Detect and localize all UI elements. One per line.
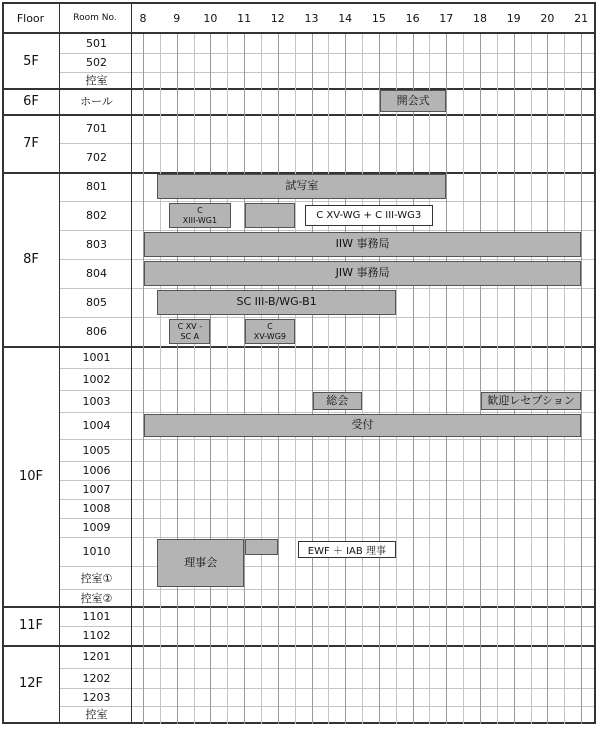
half-hour-gridline bbox=[429, 34, 430, 724]
half-hour-gridline bbox=[328, 34, 329, 724]
room-label: 805 bbox=[86, 296, 107, 309]
room-label: 控室 bbox=[85, 708, 108, 721]
hour-gridline bbox=[446, 34, 447, 724]
room-label: 1101 bbox=[82, 609, 111, 623]
event-preview-room: 試写室 bbox=[157, 174, 446, 199]
floor-label: 6F bbox=[23, 93, 39, 109]
hour-label: 14 bbox=[338, 11, 353, 25]
room-label: 1007 bbox=[82, 483, 111, 496]
room-label: 1006 bbox=[82, 464, 111, 477]
floor-label: 7F bbox=[23, 135, 39, 151]
room-label: 1008 bbox=[82, 502, 111, 515]
event-sc-iii-b: SC III-B/WG-B1 bbox=[157, 290, 395, 315]
room-label: 702 bbox=[86, 151, 107, 164]
event-c-xv-sc-a: C XV - SC A bbox=[169, 319, 210, 344]
hour-label: 13 bbox=[304, 11, 319, 25]
half-hour-gridline bbox=[194, 34, 195, 724]
room-label: 1001 bbox=[82, 350, 111, 364]
room-label: 802 bbox=[86, 209, 107, 222]
room-label: 1010 bbox=[82, 545, 111, 558]
room-label: 801 bbox=[86, 180, 107, 193]
event-board-meeting: 理事会 bbox=[157, 539, 244, 587]
floor-divider bbox=[2, 722, 596, 724]
room-label: 控室① bbox=[80, 571, 113, 585]
event-c-xv-wg9: C XV-WG9 bbox=[245, 319, 295, 344]
floor-label: 5F bbox=[23, 53, 39, 69]
half-hour-gridline bbox=[160, 34, 161, 724]
hour-label: 11 bbox=[237, 11, 252, 25]
hour-gridline bbox=[312, 34, 313, 724]
event-c-xiii-wg1: C XIII-WG1 bbox=[169, 203, 230, 228]
callout-ewf-iab-note: EWF ＋ IAB 理事 bbox=[298, 541, 396, 558]
event-c-xv-wg-block bbox=[245, 203, 295, 228]
callout-c-xv-wg-note: C XV-WG + C III-WG3 bbox=[305, 205, 433, 226]
room-label: 1004 bbox=[82, 419, 111, 432]
event-board-ext bbox=[245, 539, 278, 555]
hour-gridline bbox=[413, 34, 414, 724]
event-iiw-office: IIW 事務局 bbox=[144, 232, 581, 257]
floor-label: 8F bbox=[23, 251, 39, 267]
room-label: 806 bbox=[86, 325, 107, 338]
half-hour-gridline bbox=[463, 34, 464, 724]
room-label: 502 bbox=[86, 56, 107, 69]
room-label: ホール bbox=[80, 95, 113, 108]
hour-label: 17 bbox=[439, 11, 454, 25]
hour-gridline bbox=[514, 34, 515, 724]
room-label: 1102 bbox=[82, 629, 111, 642]
hour-label: 15 bbox=[371, 11, 386, 25]
room-label: 控室 bbox=[85, 74, 108, 87]
hour-gridline bbox=[547, 34, 548, 724]
half-hour-gridline bbox=[531, 34, 532, 724]
hour-gridline bbox=[177, 34, 178, 724]
half-hour-gridline bbox=[497, 34, 498, 724]
hour-gridline bbox=[581, 34, 582, 724]
frame-right bbox=[594, 2, 596, 724]
half-hour-gridline bbox=[564, 34, 565, 724]
half-hour-gridline bbox=[227, 34, 228, 724]
room-label: 803 bbox=[86, 238, 107, 251]
room-label: 1203 bbox=[82, 690, 111, 704]
hour-label: 16 bbox=[405, 11, 420, 25]
hour-label: 10 bbox=[203, 11, 218, 25]
event-general-assembly: 総会 bbox=[313, 392, 363, 410]
hour-gridline bbox=[345, 34, 346, 724]
floor-label: 12F bbox=[18, 676, 44, 691]
hour-label: 12 bbox=[270, 11, 285, 25]
room-label: 1002 bbox=[82, 372, 111, 386]
room-label: 1202 bbox=[82, 671, 111, 685]
room-label: 501 bbox=[86, 37, 107, 50]
header-room: Room No. bbox=[73, 13, 117, 23]
floor-label: 11F bbox=[18, 618, 44, 633]
hour-label: 21 bbox=[574, 11, 589, 25]
event-welcome-reception: 歓迎レセプション bbox=[481, 392, 581, 410]
event-jiw-office: JIW 事務局 bbox=[144, 261, 581, 286]
hour-label: 19 bbox=[506, 11, 521, 25]
hour-gridline bbox=[278, 34, 279, 724]
event-opening: 開会式 bbox=[380, 90, 446, 112]
hour-gridline bbox=[480, 34, 481, 724]
room-label: 1009 bbox=[82, 521, 111, 534]
half-hour-gridline bbox=[261, 34, 262, 724]
header-floor: Floor bbox=[16, 11, 45, 25]
room-label: 701 bbox=[86, 122, 107, 135]
hour-label: 20 bbox=[540, 11, 555, 25]
room-label: 1005 bbox=[82, 443, 111, 457]
room-label: 804 bbox=[86, 267, 107, 280]
frame-top bbox=[2, 2, 596, 4]
hour-label: 18 bbox=[473, 11, 487, 25]
half-hour-gridline bbox=[396, 34, 397, 724]
hour-gridline bbox=[210, 34, 211, 724]
hour-label: 8 bbox=[139, 11, 147, 25]
hour-gridline bbox=[143, 34, 144, 724]
half-hour-gridline bbox=[295, 34, 296, 724]
half-hour-gridline bbox=[362, 34, 363, 724]
room-label: 1003 bbox=[82, 394, 111, 408]
hour-gridline bbox=[379, 34, 380, 724]
floor-label: 10F bbox=[18, 468, 44, 484]
hour-gridline bbox=[244, 34, 245, 724]
room-label: 控室② bbox=[80, 591, 113, 605]
room-column-divider bbox=[131, 2, 132, 724]
room-label: 1201 bbox=[82, 650, 111, 663]
hour-label: 9 bbox=[173, 11, 181, 25]
event-reception: 受付 bbox=[144, 414, 581, 437]
